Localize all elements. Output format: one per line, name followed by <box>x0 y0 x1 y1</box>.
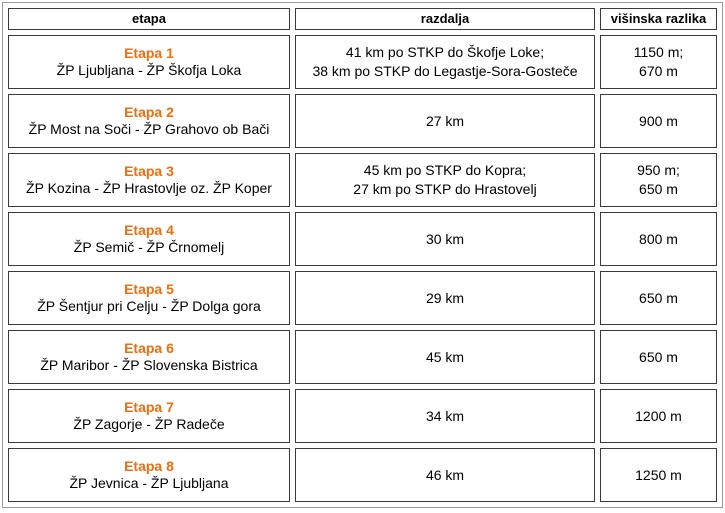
header-stage: etapa <box>8 8 290 30</box>
stage-route: ŽP Most na Soči - ŽP Grahovo ob Bači <box>28 121 270 137</box>
stage-route: ŽP Jevnica - ŽP Ljubljana <box>69 475 229 491</box>
distance-line: 30 km <box>425 230 465 247</box>
stage-label: Etapa 8 <box>124 458 174 474</box>
stage-label: Etapa 2 <box>124 104 174 120</box>
table-row <box>8 271 717 325</box>
elevation-cell <box>600 35 717 89</box>
table-row <box>8 35 717 89</box>
stage-cell <box>8 35 290 89</box>
table-row <box>8 153 717 207</box>
distance-line: 41 km po STKP do Škofje Loke; <box>345 44 545 60</box>
distance-cell <box>295 94 595 148</box>
distance-line: 45 km <box>425 348 465 365</box>
distance-cell <box>295 271 595 325</box>
table-row <box>8 94 717 148</box>
table-row <box>8 212 717 266</box>
stage-cell <box>8 212 290 266</box>
elevation-cell <box>600 448 717 502</box>
header-distance: razdalja <box>295 8 595 30</box>
elevation-cell <box>600 212 717 266</box>
elevation-line: 650 m <box>639 348 678 365</box>
distance-cell <box>295 448 595 502</box>
stage-route: ŽP Šentjur pri Celju - ŽP Dolga gora <box>37 298 261 314</box>
distance-line: 45 km po STKP do Kopra; <box>363 162 527 178</box>
stage-cell <box>8 330 290 384</box>
distance-line: 34 km <box>425 407 465 424</box>
elevation-cell <box>600 389 717 443</box>
elevation-cell <box>600 94 717 148</box>
distance-line: 27 km po STKP do Hrastovelj <box>353 181 537 197</box>
distance-cell <box>295 389 595 443</box>
elevation-line: 1150 m; <box>633 44 684 60</box>
stage-cell <box>8 389 290 443</box>
stage-route: ŽP Zagorje - ŽP Radeče <box>73 416 225 432</box>
elevation-line: 650 m <box>639 289 678 306</box>
stage-label: Etapa 6 <box>124 340 174 356</box>
elevation-cell <box>600 271 717 325</box>
distance-cell <box>295 153 595 207</box>
table-row <box>8 330 717 384</box>
stage-label: Etapa 5 <box>124 281 174 297</box>
stage-cell <box>8 271 290 325</box>
header-row <box>8 8 717 30</box>
stage-label: Etapa 7 <box>124 399 174 415</box>
elevation-line: 950 m; <box>637 162 680 178</box>
distance-line: 27 km <box>425 112 465 129</box>
distance-cell <box>295 212 595 266</box>
elevation-line: 1250 m <box>635 466 682 483</box>
stage-route: ŽP Maribor - ŽP Slovenska Bistrica <box>40 357 258 373</box>
stage-cell <box>8 448 290 502</box>
stage-route: ŽP Kozina - ŽP Hrastovlje oz. ŽP Koper <box>26 180 272 196</box>
stage-label: Etapa 4 <box>124 222 174 238</box>
elevation-line: 900 m <box>639 112 678 129</box>
table-row <box>8 389 717 443</box>
elevation-cell <box>600 153 717 207</box>
stages-table <box>2 2 723 508</box>
stage-route: ŽP Semič - ŽP Črnomelj <box>73 239 225 255</box>
elevation-line: 650 m <box>639 181 678 197</box>
elevation-line: 1200 m <box>635 407 682 424</box>
distance-cell <box>295 330 595 384</box>
stage-label: Etapa 3 <box>124 163 174 179</box>
stage-cell <box>8 94 290 148</box>
distance-line: 29 km <box>425 289 465 306</box>
header-elevation: višinska razlika <box>600 8 717 30</box>
elevation-cell <box>600 330 717 384</box>
elevation-line: 800 m <box>639 230 678 247</box>
stage-cell <box>8 153 290 207</box>
table-row <box>8 448 717 502</box>
elevation-line: 670 m <box>639 63 678 79</box>
distance-line: 46 km <box>425 466 465 483</box>
stage-route: ŽP Ljubljana - ŽP Škofja Loka <box>56 62 242 78</box>
distance-line: 38 km po STKP do Legastje-Sora-Gosteče <box>312 63 578 79</box>
stage-label: Etapa 1 <box>124 45 174 61</box>
distance-cell <box>295 35 595 89</box>
